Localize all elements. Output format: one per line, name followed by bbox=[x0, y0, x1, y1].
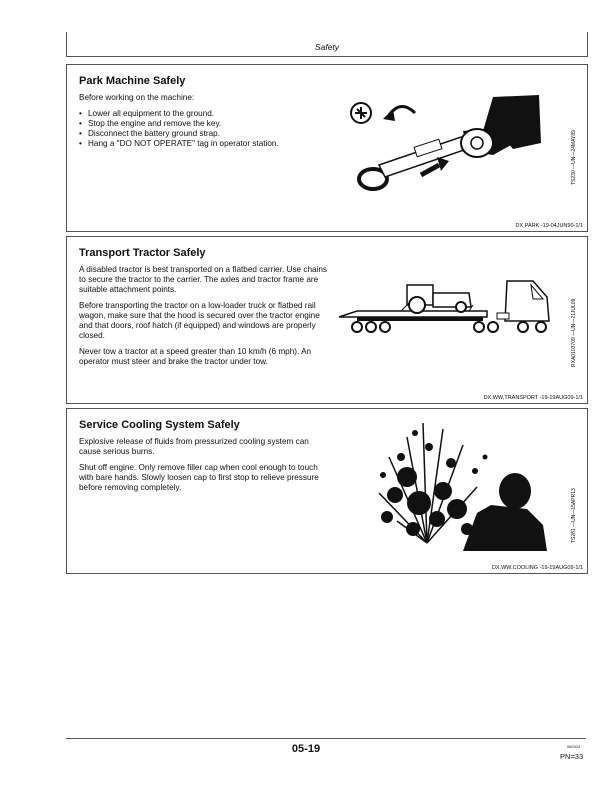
paragraph: Shut off engine. Only remove filler cap when cool enough to touch with bare hands. Slowly loosen cap to first stop to relieve pressure before removing completely. bbox=[79, 463, 319, 492]
intro-text: Before working on the machine: bbox=[79, 93, 195, 102]
paragraph: Explosive release of fluids from pressurized cooling system can cause serious burns. bbox=[79, 437, 309, 456]
page-number: 05-19 bbox=[291, 743, 321, 755]
image-code: TS281 —UN—15APR13 bbox=[571, 488, 577, 543]
paragraph: Never tow a tractor at a speed greater than 10 km/h (6 mph). An operator must steer and brake the tractor under tow. bbox=[79, 347, 312, 366]
image-code: RXA0103709 —UN—21JUL09 bbox=[571, 298, 577, 367]
tractor-transport-illustration bbox=[337, 277, 559, 339]
section-park-machine bbox=[66, 64, 588, 232]
section-body bbox=[79, 437, 329, 499]
key-removal-illustration bbox=[343, 91, 543, 191]
list-item: • Disconnect the battery ground strap. bbox=[79, 129, 329, 139]
page-header bbox=[66, 32, 588, 57]
list-item: • Lower all equipment to the ground. bbox=[79, 109, 329, 119]
header-title: Safety bbox=[314, 42, 340, 52]
section-title: Transport Tractor Safely bbox=[79, 247, 206, 259]
paragraph: Before transporting the tractor on a low-loader truck or flatbed rail wagon, make sure that the hood is secured over the tractor engine and that doors, roof hatch (if equipped) and windows are properly closed. bbox=[79, 301, 320, 340]
pressure-burst-illustration bbox=[367, 417, 557, 551]
reference-code: DX,PARK -19-04JUN90-1/1 bbox=[515, 223, 583, 229]
footer-rule bbox=[66, 738, 586, 739]
section-body bbox=[79, 93, 329, 149]
section-transport-tractor bbox=[66, 236, 588, 404]
section-title: Park Machine Safely bbox=[79, 75, 186, 87]
list-item: • Hang a "DO NOT OPERATE" tag in operator station. bbox=[79, 139, 329, 149]
image-code: TS230 —UN—24MAY89 bbox=[571, 130, 577, 185]
page-pn: PN=33 bbox=[560, 752, 584, 761]
paragraph: A disabled tractor is best transported on a flatbed carrier. Use chains to secure the tractor to the carrier. The axles and tractor frame are suitable attachment points. bbox=[79, 265, 328, 294]
bullet-list bbox=[79, 109, 329, 149]
footer-code: 082413 bbox=[567, 744, 581, 749]
reference-code: DX,WW,TRANSPORT -19-19AUG09-1/1 bbox=[483, 395, 583, 401]
section-cooling-system bbox=[66, 408, 588, 574]
reference-code: DX,WW,COOLING -19-19AUG09-1/1 bbox=[491, 565, 583, 571]
list-item: • Stop the engine and remove the key. bbox=[79, 119, 329, 129]
section-title: Service Cooling System Safely bbox=[79, 419, 240, 431]
section-body bbox=[79, 265, 329, 373]
